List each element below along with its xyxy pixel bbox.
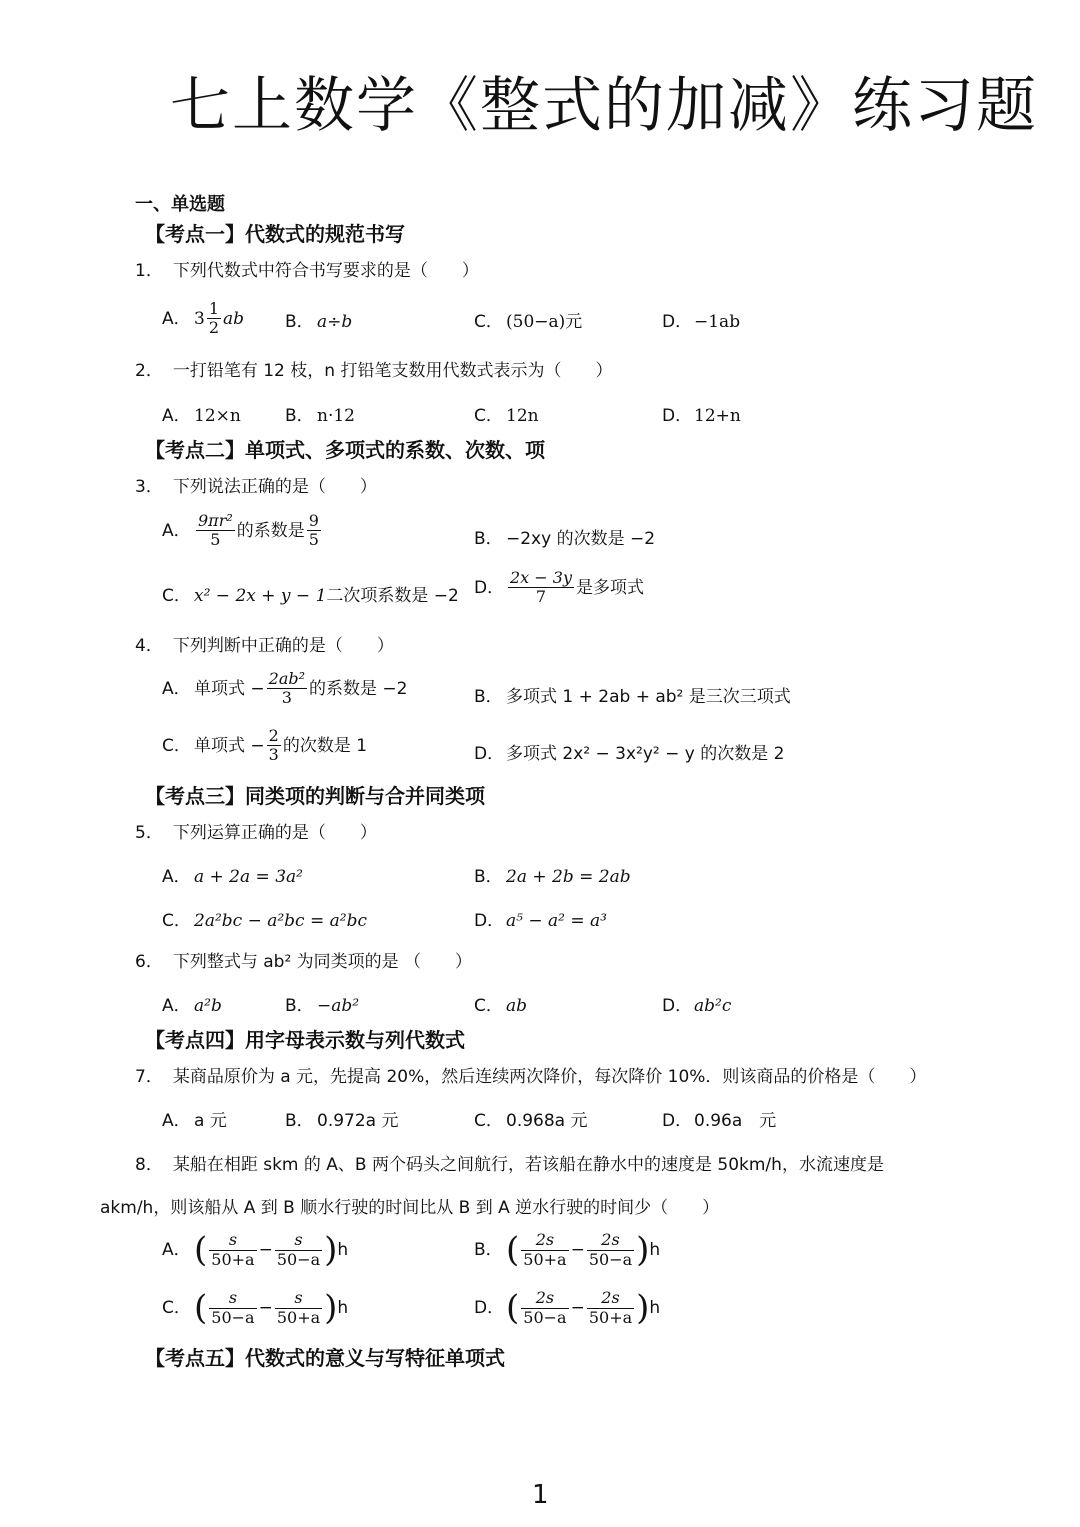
q5-option-b[interactable]: B． 2a + 2b = 2ab (474, 867, 631, 887)
question-number: 4． (135, 636, 163, 656)
fraction: $\frac{2s}{50-a}$ (523, 1288, 567, 1327)
section-heading: 一、单选题 (135, 194, 225, 215)
question-number: 7． (135, 1067, 163, 1087)
question-number: 8． (135, 1155, 163, 1175)
q2-option-c[interactable]: C． 12n (474, 406, 539, 426)
fraction: $\frac{\text{2ab²}}{3}$ (268, 669, 306, 708)
question-text: 下列判断中正确的是（ ） (172, 636, 394, 656)
question-number: 1． (135, 261, 163, 281)
q7-option-d[interactable]: D． 0.96a 元 (662, 1111, 777, 1131)
q5-option-c[interactable]: C． 2a²bc − a²bc = a²bc (162, 911, 367, 931)
question-7 (135, 1062, 926, 1087)
fraction: $\frac{2s}{50+a}$ (588, 1288, 633, 1327)
q3-option-d[interactable]: D． $\frac{2x - 3y}{7}$ 是多项式 (474, 568, 644, 607)
fraction: $\frac{9}{5}$ (308, 511, 319, 550)
topic-heading-4: 【考点四】用字母表示数与列代数式 (145, 1028, 465, 1052)
q1-option-a[interactable]: A． 3 $\frac{1}{2}$ ab (162, 299, 245, 338)
topic-heading-3: 【考点三】同类项的判断与合并同类项 (145, 784, 485, 808)
q8-option-d[interactable]: D．( $\frac{2s}{50-a}$ − $\frac{2s}{50+a}$ )h (474, 1288, 661, 1328)
q1-option-b[interactable]: B． a÷b (285, 312, 353, 332)
q2-option-a[interactable]: A． 12×n (162, 406, 241, 426)
question-text: 下列代数式中符合书写要求的是（ ） (172, 261, 479, 281)
q7-option-b[interactable]: B． 0.972a 元 (285, 1111, 399, 1131)
q5-option-d[interactable]: D． a⁵ − a² = a³ (474, 911, 607, 931)
fraction: $\frac{2s}{50-a}$ (588, 1230, 633, 1269)
q4-option-a[interactable]: A． 单项式 − $\frac{\text{2ab²}}{3}$ 的系数是 −2 (162, 669, 408, 708)
q6-option-a[interactable]: A． a²b (162, 996, 222, 1016)
topic-heading-2: 【考点二】单项式、多项式的系数、次数、项 (145, 438, 545, 462)
question-number: 6． (135, 952, 163, 972)
page-title: 七上数学《整式的加减》练习题 (170, 71, 1038, 141)
topic-heading-1: 【考点一】代数式的规范书写 (145, 222, 405, 246)
question-8 (135, 1150, 884, 1175)
question-text: 下列运算正确的是（ ） (172, 823, 377, 843)
q7-option-a[interactable]: A． a 元 (162, 1111, 227, 1131)
question-1 (135, 256, 479, 281)
fraction: $\frac{2}{3}$ (268, 726, 279, 765)
question-text: 某船在相距 skm 的 A、B 两个码头之间航行，若该船在静水中的速度是 50km/h，水流速度是 (172, 1155, 884, 1175)
q7-option-c[interactable]: C． 0.968a 元 (474, 1111, 588, 1131)
question-number: 2． (135, 361, 163, 381)
q1-option-c[interactable]: C． (50−a)元 (474, 312, 583, 332)
question-number: 5． (135, 823, 163, 843)
q8-option-a[interactable]: A．( $\frac{s}{50+a}$ − $\frac{s}{50-a}$ )h (162, 1230, 349, 1270)
question-3 (135, 472, 377, 497)
q4-option-c[interactable]: C． 单项式 − $\frac{2}{3}$ 的次数是 1 (162, 726, 368, 765)
question-text: 某商品原价为 a 元，先提高 20%，然后连续两次降价，每次降价 10%．则该商品的价格是（ ） (172, 1067, 927, 1087)
fraction: $\frac{s}{50-a}$ (276, 1230, 321, 1269)
q1-option-d[interactable]: D． −1ab (662, 312, 741, 332)
q3-option-c[interactable]: C． x² − 2x + y − 1二次项系数是 −2 (162, 586, 459, 606)
q4-option-d[interactable]: D． 多项式 2x² − 3x²y² − y 的次数是 2 (474, 744, 785, 764)
q2-option-b[interactable]: B． n·12 (285, 406, 355, 426)
fraction: $\frac{1}{2}$ (208, 299, 220, 338)
q3-option-b[interactable]: B． −2xy 的次数是 −2 (474, 529, 656, 549)
question-2 (135, 356, 612, 381)
q6-option-c[interactable]: C． ab (474, 996, 528, 1016)
q8-option-c[interactable]: C．( $\frac{s}{50-a}$ − $\frac{s}{50+a}$ )h (162, 1288, 349, 1328)
question-6 (135, 947, 472, 972)
q4-option-b[interactable]: B． 多项式 1 + 2ab + ab² 是三次三项式 (474, 687, 791, 707)
question-number: 3． (135, 477, 163, 497)
question-text: 一打铅笔有 12 枝，n 打铅笔支数用代数式表示为（ ） (172, 361, 613, 381)
fraction: $\frac{s}{50+a}$ (211, 1230, 255, 1269)
page-number: 1 (532, 1480, 549, 1510)
q6-option-d[interactable]: D． ab²c (662, 996, 732, 1016)
q3-option-a[interactable]: A． $\frac{\text{9πr²}}{5}$ 的系数是 $\frac{9}{5}$ (162, 511, 319, 550)
fraction: $\frac{s}{50+a}$ (276, 1288, 321, 1327)
q2-option-d[interactable]: D． 12+n (662, 406, 741, 426)
question-text: 下列说法正确的是（ ） (172, 477, 377, 497)
topic-heading-5: 【考点五】代数式的意义与写特征单项式 (145, 1346, 505, 1370)
q8-option-b[interactable]: B．( $\frac{2s}{50+a}$ − $\frac{2s}{50-a}$ )h (474, 1230, 661, 1270)
fraction: $\frac{2s}{50+a}$ (523, 1230, 567, 1269)
fraction: $\frac{2x - 3y}{7}$ (510, 568, 572, 607)
fraction: $\frac{\text{9πr²}}{5}$ (198, 511, 233, 550)
fraction: $\frac{s}{50-a}$ (211, 1288, 255, 1327)
q6-option-b[interactable]: B． −ab² (285, 996, 360, 1016)
question-text: 下列整式与 ab² 为同类项的是 （ ） (172, 952, 473, 972)
q5-option-a[interactable]: A． a + 2a = 3a² (162, 867, 303, 887)
question-5 (135, 818, 377, 843)
question-4 (135, 631, 394, 656)
question-8-continued: akm/h，则该船从 A 到 B 顺水行驶的时间比从 B 到 A 逆水行驶的时间少（ ） (100, 1198, 720, 1218)
